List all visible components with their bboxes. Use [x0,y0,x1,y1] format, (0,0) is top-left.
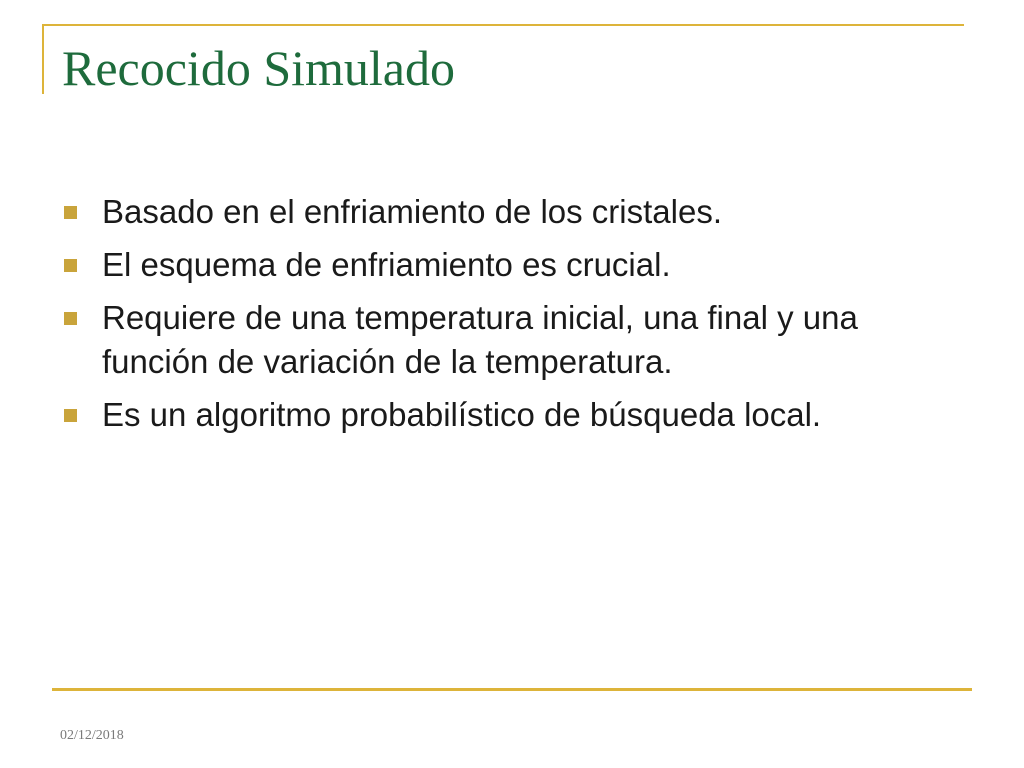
bullet-item [60,296,960,384]
bullet-text: Requiere de una temperatura inicial, una final y una función de variación de la temperatura. [102,299,858,380]
square-bullet-icon [64,409,77,422]
bullet-text: El esquema de enfriamiento es crucial. [102,246,671,283]
bullet-text: Basado en el enfriamiento de los cristales. [102,193,723,230]
square-bullet-icon [64,259,77,272]
bullet-list [60,190,960,446]
slide-title: Recocido Simulado [62,40,455,96]
square-bullet-icon [64,312,77,325]
bullet-item [60,393,960,437]
footer-divider [52,688,972,691]
left-accent-line [42,24,44,94]
bullet-item [60,190,960,234]
footer-date: 02/12/2018 [60,728,124,743]
top-accent-line [42,24,964,26]
square-bullet-icon [64,206,77,219]
bullet-text: Es un algoritmo probabilístico de búsqueda local. [102,396,822,433]
bullet-item [60,243,960,287]
